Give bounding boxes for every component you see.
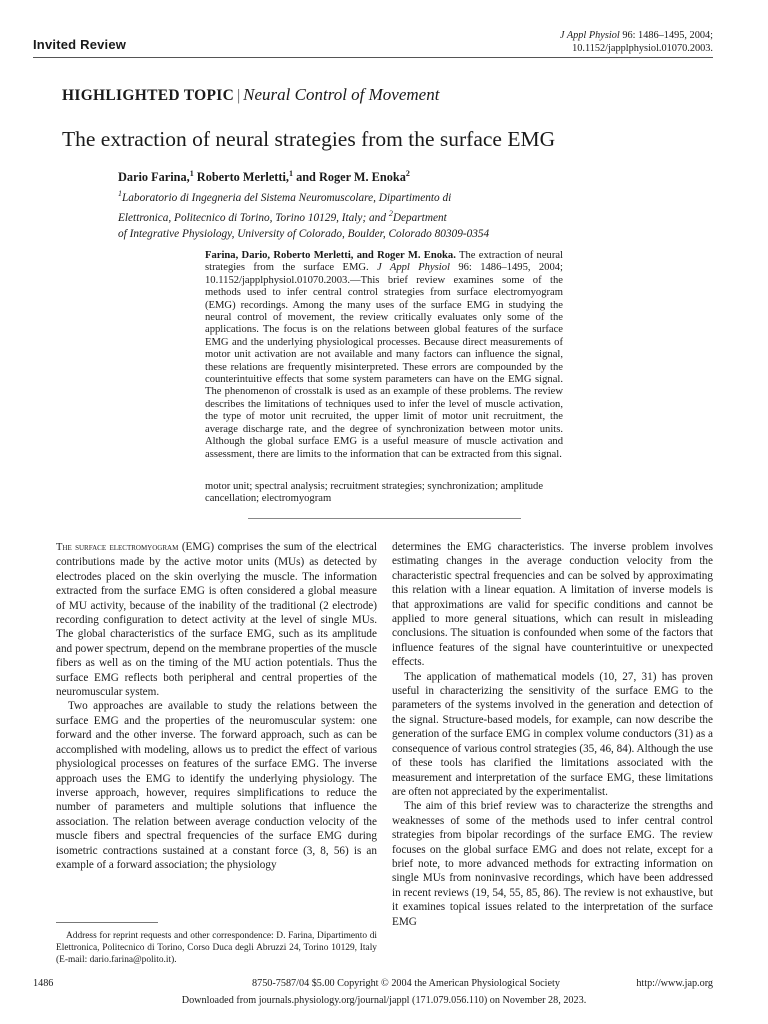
author-affil-mark: 1 bbox=[289, 169, 293, 178]
author-name: and Roger M. Enoka bbox=[293, 170, 406, 185]
affiliation-text: Department bbox=[392, 211, 447, 224]
author-name: Roberto Merletti, bbox=[193, 170, 289, 185]
affiliation-line bbox=[118, 186, 538, 206]
correspondence-footnote: Address for reprint requests and other correspondence: D. Farina, Dipartimento di Elettronica, Politecnico di Torino, Corso Duca degli Abruzzi 24, Torino 10129, Italy (E-mail: dario.farina@polito.it). bbox=[56, 931, 377, 966]
body-paragraph bbox=[56, 540, 377, 699]
abstract bbox=[205, 250, 563, 461]
journal-doi: 10.1152/japplphysiol.01070.2003. bbox=[572, 43, 713, 54]
affiliation-line: of Integrative Physiology, University of Colorado, Boulder, Colorado 80309-0354 bbox=[118, 227, 490, 240]
abstract-citation-authors: Farina, Dario, Roberto Merletti, and Roger M. Enoka. bbox=[205, 250, 456, 261]
body-paragraph: determines the EMG characteristics. The inverse problem involves estimating changes in the average conduction velocity from the characteristic spectral frequencies and can be solved by approximating this relation with a linear equation. A limitation of inverse models is that approximations are valid for specific conditions and cannot be applied to more general situations, which can result in misleading conclusions. The situation is confounded when some of the factors that influence features of the signal have counterintuitive or unexpected effects. bbox=[392, 541, 713, 669]
affil-mark: 1 bbox=[118, 189, 122, 198]
journal-citation bbox=[560, 29, 713, 55]
keywords: motor unit; spectral analysis; recruitment strategies; synchronization; amplitude cancellation; electromyogram bbox=[205, 481, 544, 505]
affil-mark: 2 bbox=[388, 208, 393, 218]
lead-in: The surface electromyogram bbox=[56, 542, 179, 553]
affiliation-text: Laboratorio di Ingegneria del Sistema Neuromuscolare, Dipartimento di bbox=[122, 191, 452, 204]
body-column-left bbox=[56, 540, 377, 915]
affiliation-text: Elettronica, Politecnico di Torino, Torino 10129, Italy; and bbox=[118, 211, 389, 224]
body-paragraph: The aim of this brief review was to characterize the strengths and weaknesses of some of the methods used to infer central control strategies from bipolar recordings of the surface EMG. The review focuses on the global surface EMG and does not relate, except for a brief note, to more advanced methods for extracting information on single MUs from noninvasive recordings, which have been addressed in recent reviews (19, 54, 55, 85, 86). The review is not exhaustive, but it examines topical issues related to the interpretation of the surface EMG bbox=[392, 800, 713, 928]
section-label: Invited Review bbox=[33, 37, 127, 52]
author-list bbox=[118, 169, 410, 185]
affiliations bbox=[118, 186, 538, 242]
author-name: Dario Farina, bbox=[118, 170, 190, 185]
author-affil-mark: 1 bbox=[189, 169, 194, 178]
download-notice: Downloaded from journals.physiology.org/journal/jappl (171.079.056.110) on November 28, 2023. bbox=[181, 995, 587, 1006]
topic-subtitle: Neural Control of Movement bbox=[243, 85, 440, 104]
journal-volume: 96: 1486–1495, 2004; bbox=[619, 30, 713, 41]
abstract-citation-title: The extraction of neural strategies from the surface EMG. bbox=[205, 250, 563, 274]
body-paragraph: The application of mathematical models (10, 27, 31) has proven useful in characterizing the sensitivity of the surface EMG to the parameters of the systems involved in the generation and detection of the signal. Structure-based models, for example, can now describe the generation of the surface EMG in complex volume conductors (31) as a consequence of various control strategies (35, 46, 84). Although the use of these tools has clarified the limitations associated with the measurement and interpretation of the surface EMG, these limitations are often not appreciated by the experimentalist. bbox=[392, 670, 713, 798]
journal-url[interactable]: http://www.jap.org bbox=[636, 978, 713, 989]
abstract-divider bbox=[248, 518, 521, 519]
affiliation-line bbox=[118, 206, 538, 226]
body-column-right bbox=[392, 540, 713, 978]
topic-separator: | bbox=[237, 87, 241, 104]
copyright-line: 8750-7587/04 $5.00 Copyright © 2004 the American Physiological Society bbox=[252, 978, 560, 989]
abstract-body: 96: 1486–1495, 2004; 10.1152/japplphysiol.01070.2003.—This brief review examines some of the methods used to infer central control strategies from surface electromyogram (EMG) recordings. Among the many uses of the surface EMG in studying the neural control of movement, the review critically evaluates only some of the applications. The focus is on the relations between global features of the surface EMG and the underlying physiological processes. Because direct measurements of motor unit activation are not available and many factors can influence the signal, these relations are frequently misinterpreted. These errors are compounded by the counterintuitive effects that some system parameters can have on the EMG signal. The phenomenon of crosstalk is used as an example of these problems. The review describes the limitations of techniques used to infer the level of muscle activation, the type of motor unit recruited, the upper limit of motor unit recruitment, the average discharge rate, and the degree of synchronization between motor units. Although the global surface EMG is a useful measure of muscle activation and assessment, there are limits to the information that can be extracted from this signal. bbox=[205, 262, 564, 460]
highlighted-topic bbox=[62, 85, 439, 105]
article-title: The extraction of neural strategies from the surface EMG bbox=[62, 127, 556, 151]
body-paragraph: Two approaches are available to study the relations between the surface EMG and the properties of the neuromuscular system: one forward and the other inverse. The forward approach, such as can be accomplished with modeling, allows us to predict the effect of various physiological processes on features of the surface EMG. The inverse approach uses the EMG to identify the underlying physiology. The inverse approach, however, requires simplifications to reduce the number of parameters and multiple solutions that influence the association. The relation between average conduction velocity of the muscle fibers and spectral frequencies of the surface EMG during isometric contractions sustained at a constant force (3, 8, 56) is an example of a forward association; the physiology bbox=[56, 700, 377, 871]
page-number: 1486 bbox=[33, 978, 54, 989]
abstract-citation-journal: J Appl Physiol bbox=[377, 262, 450, 274]
footnote-rule bbox=[56, 922, 158, 923]
journal-name: J Appl Physiol bbox=[559, 30, 620, 41]
paragraph-text: (EMG) comprises the sum of the electrical contributions made by the active motor units (MUs) as detected by electrodes placed on the skin overlying the muscle. The information extracted from the surface EMG is often considered a global measure of MU activity, because of the inability of the traditional (2 electrode) recording configuration to detect activity at the level of single MUs. The global characteristics of the surface EMG, such as its amplitude and power spectrum, depend on the membrane properties of the muscle fibers as well as on the timing of the MU action potentials. Thus the surface EMG reflects both peripheral and central properties of the neuromuscular system. bbox=[56, 541, 377, 699]
topic-label: HIGHLIGHTED TOPIC bbox=[62, 87, 235, 104]
author-affil-mark: 2 bbox=[405, 169, 410, 178]
header-rule bbox=[33, 57, 713, 58]
